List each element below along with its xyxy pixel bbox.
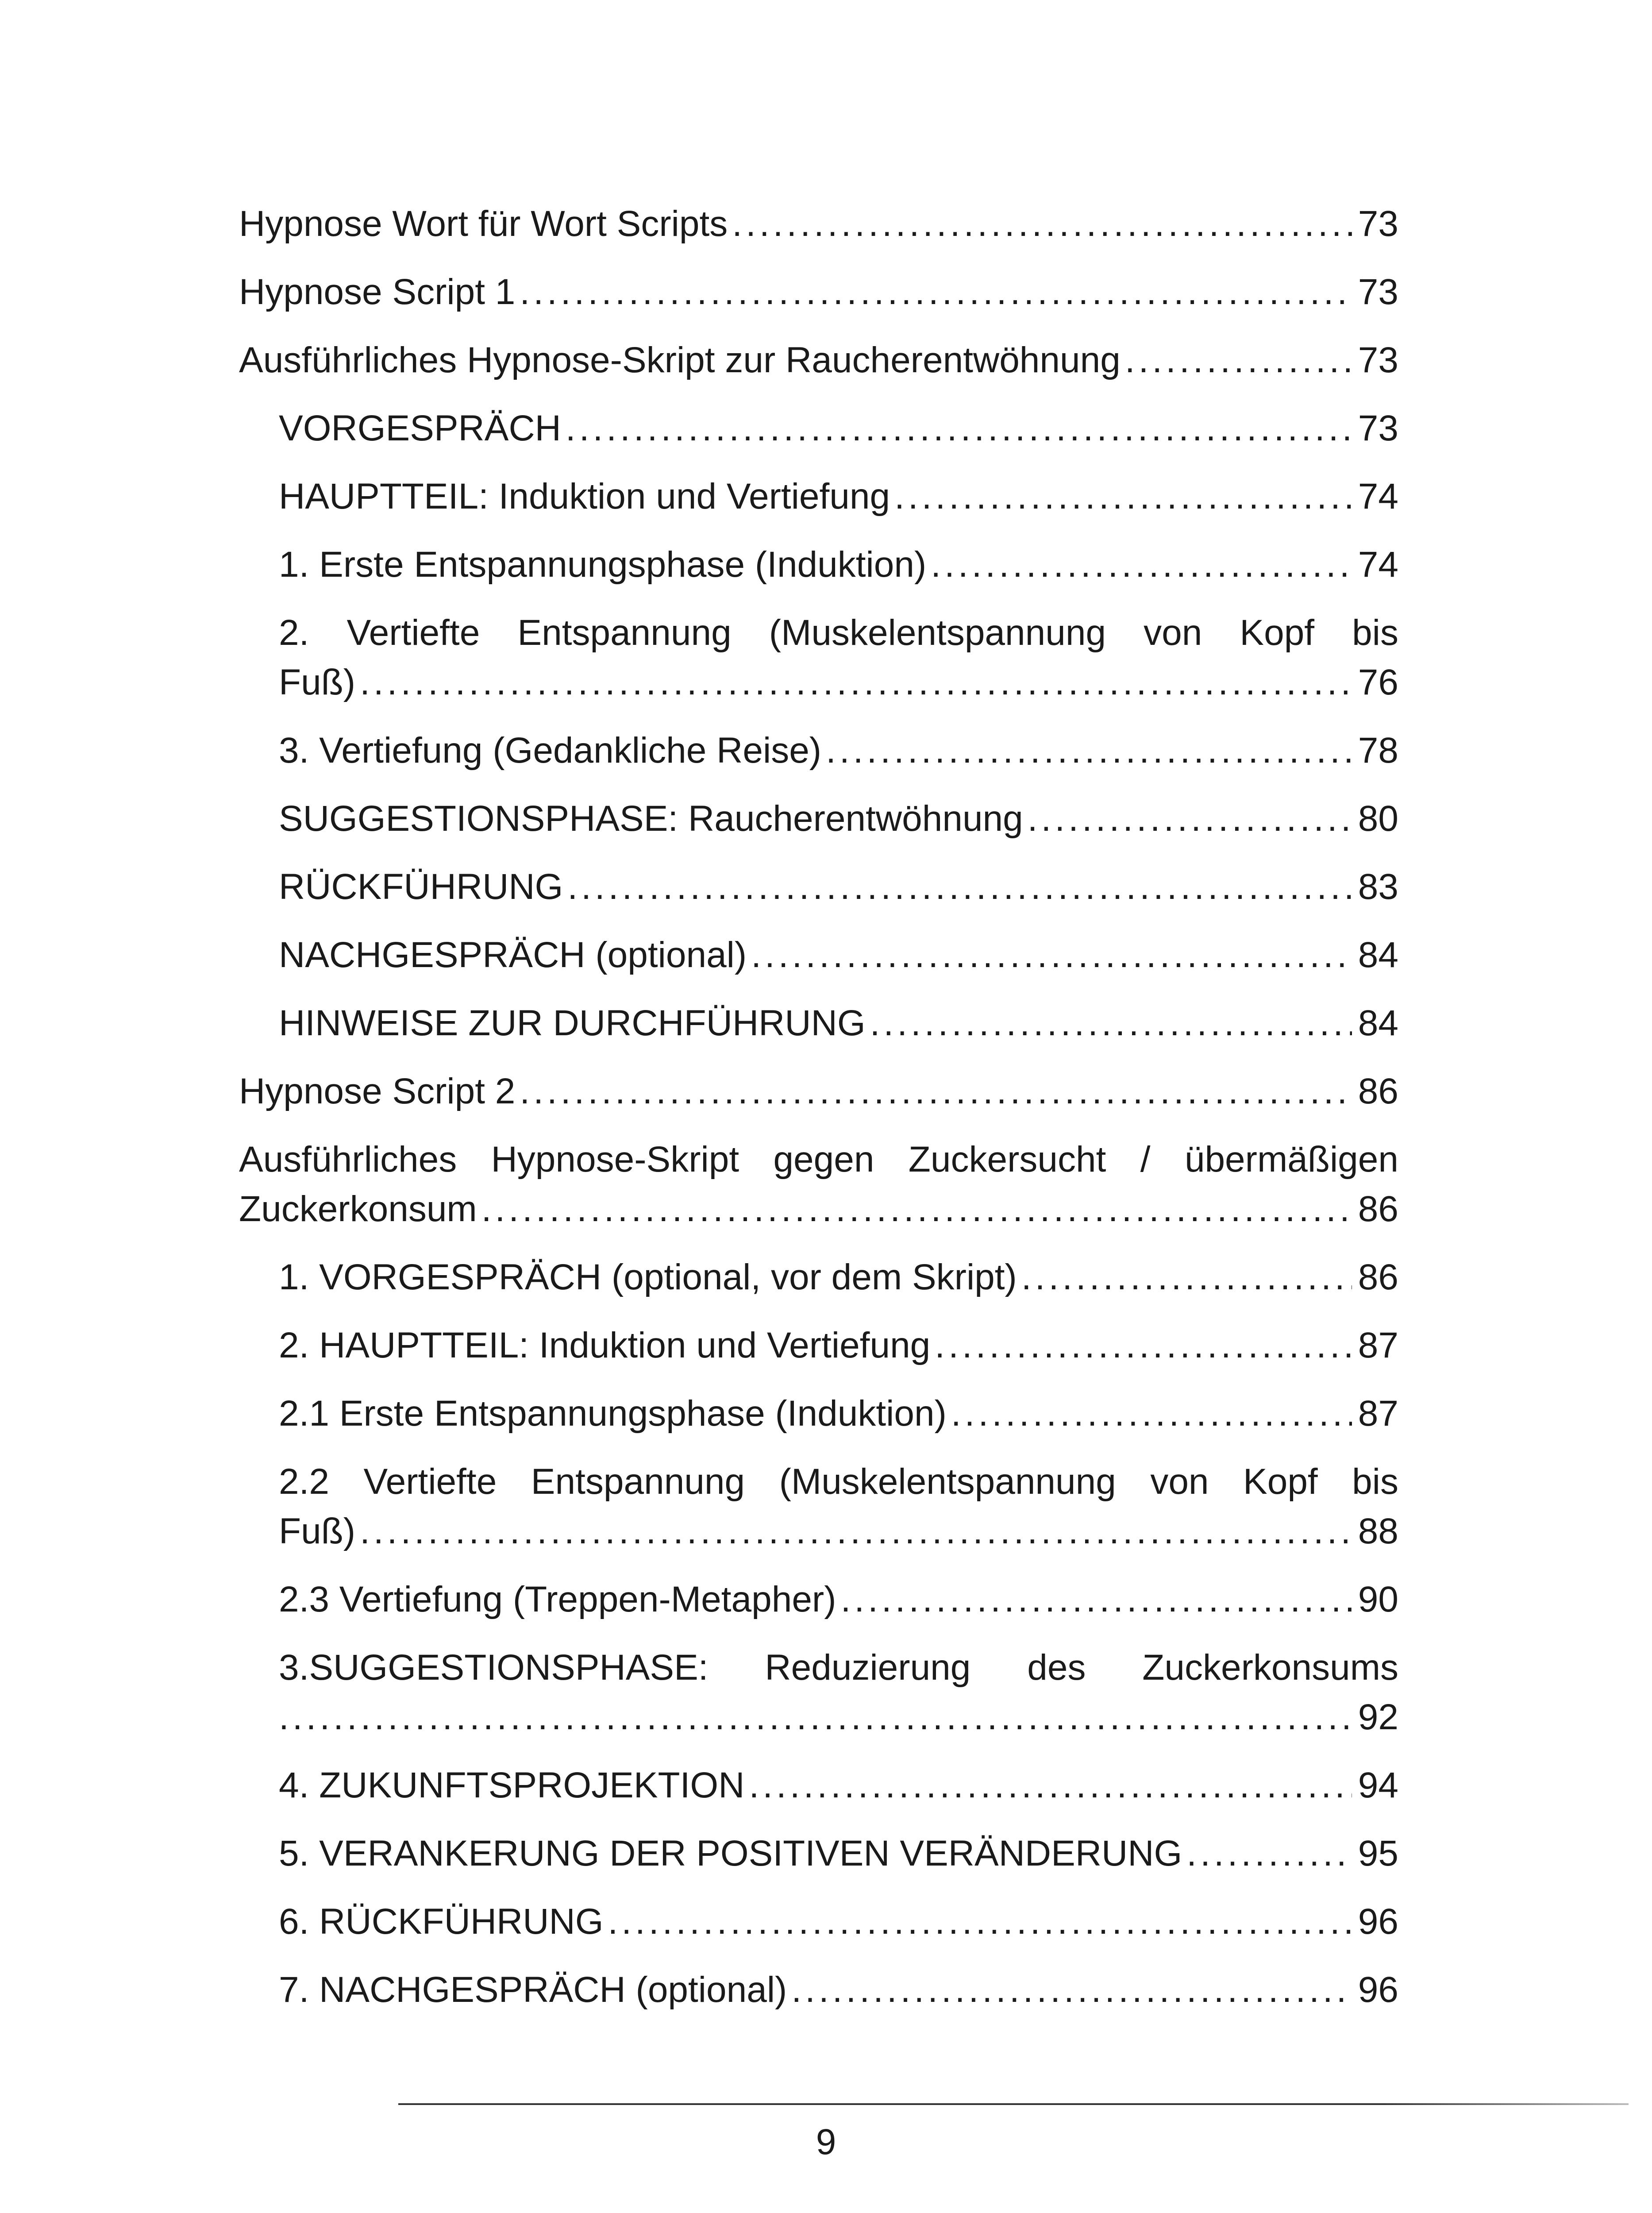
dot-leader xyxy=(360,658,1352,707)
toc-entry-page: 86 xyxy=(1358,1071,1398,1111)
toc-entry-title: HAUPTTEIL: Induktion und Vertiefung xyxy=(279,476,890,517)
toc-entry-page: 83 xyxy=(1358,867,1398,907)
toc-entry-title-line1: 3.SUGGESTIONSPHASE: Reduzierung des Zuckerkonsums xyxy=(279,1647,1398,1688)
toc-entry-page: 80 xyxy=(1358,798,1398,839)
dot-leader xyxy=(360,1507,1352,1556)
toc-entry-page: 94 xyxy=(1358,1765,1398,1805)
toc-entry-title: 5. VERANKERUNG DER POSITIVEN VERÄNDERUNG xyxy=(279,1833,1182,1874)
toc-entry-page: 73 xyxy=(1358,204,1398,244)
dot-leader xyxy=(520,1067,1352,1116)
toc-entry[interactable] xyxy=(279,1897,1398,1947)
toc-entry-title: Hypnose Wort für Wort Scripts xyxy=(239,204,728,244)
toc-entry-page: 88 xyxy=(1358,1511,1398,1551)
toc-entry[interactable] xyxy=(279,1575,1398,1624)
toc-entry-page: 73 xyxy=(1358,272,1398,312)
toc-entry[interactable] xyxy=(279,1457,1398,1556)
toc-entry[interactable] xyxy=(279,1321,1398,1370)
toc-entry-title: 2.3 Vertiefung (Treppen-Metapher) xyxy=(279,1579,836,1619)
toc-entry-title: 1. VORGESPRÄCH (optional, vor dem Skript) xyxy=(279,1257,1017,1297)
toc-entry-title: 7. NACHGESPRÄCH (optional) xyxy=(279,1970,787,2010)
toc-entry-title: RÜCKFÜHRUNG xyxy=(279,867,563,907)
toc-entry-title: 6. RÜCKFÜHRUNG xyxy=(279,1901,604,1942)
toc-entry[interactable] xyxy=(239,335,1398,385)
toc-entry-page: 76 xyxy=(1358,662,1398,702)
toc-entry-title: 2. HAUPTTEIL: Induktion und Vertiefung xyxy=(279,1325,931,1365)
dot-leader xyxy=(566,404,1352,453)
toc-entry-title-line2: Fuß) xyxy=(279,662,356,702)
toc-entry[interactable] xyxy=(279,1389,1398,1438)
dot-leader xyxy=(951,1389,1352,1438)
toc-entry-page: 74 xyxy=(1358,544,1398,585)
toc-entry-title: Hypnose Script 2 xyxy=(239,1071,516,1111)
toc-entry-title-line2: Zuckerkonsum xyxy=(239,1189,477,1229)
toc-entry-page: 73 xyxy=(1358,408,1398,448)
toc-entry[interactable] xyxy=(279,1829,1398,1878)
toc-entry-page: 86 xyxy=(1358,1257,1398,1297)
dot-leader xyxy=(608,1897,1352,1947)
toc-entry[interactable] xyxy=(279,404,1398,453)
dot-leader xyxy=(931,540,1352,590)
dot-leader xyxy=(732,199,1352,249)
dot-leader xyxy=(567,862,1352,912)
toc-entry[interactable] xyxy=(279,1253,1398,1302)
toc-entry-page: 96 xyxy=(1358,1970,1398,2010)
toc-entry[interactable] xyxy=(279,472,1398,521)
toc-entry-title: Hypnose Script 1 xyxy=(239,272,516,312)
dot-leader xyxy=(279,1693,1352,1742)
toc-entry[interactable] xyxy=(279,608,1398,707)
toc-entry-title-line1: 2.2 Vertiefte Entspannung (Muskelentspannung von Kopf bis xyxy=(279,1461,1398,1502)
footer-divider xyxy=(398,2103,1629,2105)
toc-entry-page: 87 xyxy=(1358,1325,1398,1365)
toc-entry[interactable] xyxy=(279,1761,1398,1810)
toc-entry-title: Ausführliches Hypnose-Skript zur Raucherentwöhnung xyxy=(239,340,1121,380)
toc-entry[interactable] xyxy=(239,1067,1398,1116)
toc-entry-title: 1. Erste Entspannungsphase (Induktion) xyxy=(279,544,927,585)
toc-entry[interactable] xyxy=(239,267,1398,317)
toc-entry-page: 95 xyxy=(1358,1833,1398,1874)
toc-entry-title: NACHGESPRÄCH (optional) xyxy=(279,935,747,975)
dot-leader xyxy=(870,999,1352,1048)
dot-leader xyxy=(749,1761,1352,1810)
toc-entry-title-line2: Fuß) xyxy=(279,1511,356,1551)
toc-entry-title: HINWEISE ZUR DURCHFÜHRUNG xyxy=(279,1003,866,1043)
dot-leader xyxy=(935,1321,1352,1370)
dot-leader xyxy=(1125,335,1352,385)
toc-entry[interactable] xyxy=(279,999,1398,1048)
toc-entry[interactable] xyxy=(279,794,1398,844)
toc-entry-title-line1: 2. Vertiefte Entspannung (Muskelentspannung von Kopf bis xyxy=(279,613,1398,653)
dot-leader xyxy=(841,1575,1352,1624)
toc-entry-title-line1: Ausführliches Hypnose-Skript gegen Zuckersucht / übermäßigen xyxy=(239,1139,1398,1180)
dot-leader xyxy=(1028,794,1352,844)
toc-entry-page: 90 xyxy=(1358,1579,1398,1619)
toc-entry[interactable] xyxy=(239,199,1398,249)
toc-entry-page: 87 xyxy=(1358,1393,1398,1434)
toc-entry-page: 73 xyxy=(1358,340,1398,380)
toc-entry[interactable] xyxy=(239,1135,1398,1234)
toc-entry[interactable] xyxy=(279,1965,1398,2015)
dot-leader xyxy=(1021,1253,1352,1302)
dot-leader xyxy=(751,930,1352,980)
dot-leader xyxy=(791,1965,1352,2015)
toc-entry-title: SUGGESTIONSPHASE: Raucherentwöhnung xyxy=(279,798,1023,839)
dot-leader xyxy=(481,1184,1352,1234)
dot-leader xyxy=(520,267,1352,317)
toc-entry-page: 84 xyxy=(1358,1003,1398,1043)
toc-entry-page: 84 xyxy=(1358,935,1398,975)
toc-entry-page: 96 xyxy=(1358,1901,1398,1942)
toc-entry-title: 2.1 Erste Entspannungsphase (Induktion) xyxy=(279,1393,947,1434)
toc-entry-title: VORGESPRÄCH xyxy=(279,408,561,448)
toc-entry-page: 78 xyxy=(1358,730,1398,771)
toc-entry-page: 74 xyxy=(1358,476,1398,517)
toc-entry-title: 3. Vertiefung (Gedankliche Reise) xyxy=(279,730,822,771)
toc-entry[interactable] xyxy=(279,930,1398,980)
toc-entry[interactable] xyxy=(279,726,1398,775)
table-of-contents xyxy=(239,199,1398,2033)
toc-entry[interactable] xyxy=(279,862,1398,912)
toc-entry[interactable] xyxy=(279,540,1398,590)
dot-leader xyxy=(826,726,1352,775)
toc-entry-title: 4. ZUKUNFTSPROJEKTION xyxy=(279,1765,745,1805)
page-number: 9 xyxy=(816,2122,836,2162)
toc-entry-page: 86 xyxy=(1358,1189,1398,1229)
toc-entry-page: 92 xyxy=(1358,1697,1398,1737)
dot-leader xyxy=(1186,1829,1352,1878)
toc-entry[interactable] xyxy=(279,1643,1398,1742)
dot-leader xyxy=(894,472,1352,521)
